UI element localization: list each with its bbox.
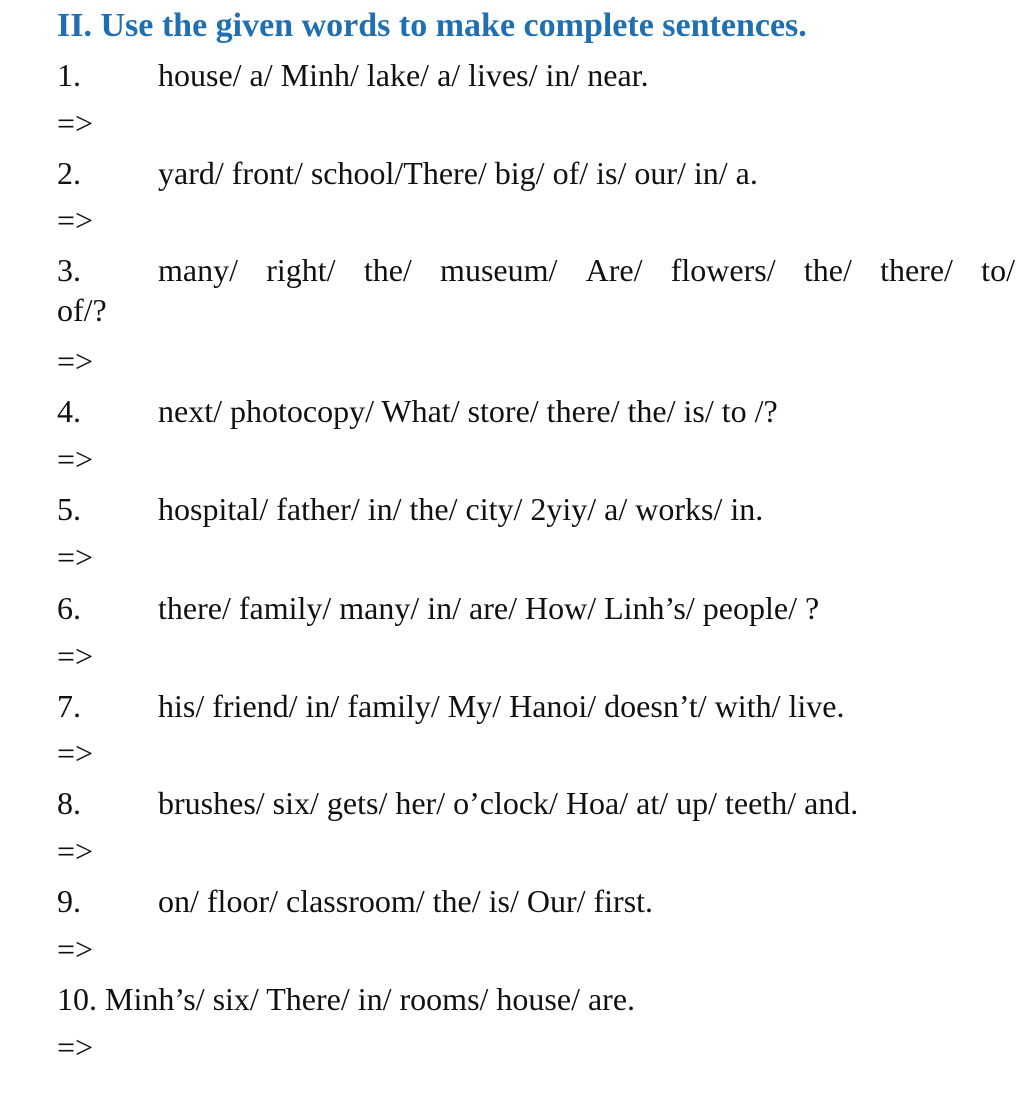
item-word: many/ [158,252,238,288]
item-word: the/ [363,252,412,288]
item-number: 9. [57,883,81,919]
item-words: Minh’s/ six/ There/ in/ rooms/ house/ are. [105,981,636,1017]
answer-line-4[interactable]: => [57,441,94,477]
answer-line-1[interactable]: => [57,105,94,141]
exercise-item-9 [57,881,653,921]
item-number: 5. [57,491,81,527]
item-words: there/ family/ many/ in/ are/ How/ Linh’s/ people/ ? [158,590,820,626]
item-number: 4. [57,393,81,429]
item-words: hospital/ father/ in/ the/ city/ 2yiy/ a/ works/ in. [158,491,764,527]
answer-line-2[interactable]: => [57,202,94,238]
section-heading: II. Use the given words to make complete sentences. [57,7,807,44]
answer-line-6[interactable]: => [57,638,94,674]
item-number: 8. [57,785,81,821]
answer-line-3[interactable]: => [57,343,94,379]
item-word: flowers/ [670,252,776,288]
item-words: on/ floor/ classroom/ the/ is/ Our/ first. [158,883,654,919]
exercise-item-10 [57,979,635,1019]
item-word: museum/ [440,252,558,288]
item-words: brushes/ six/ gets/ her/ o’clock/ Hoa/ at/ up/ teeth/ and. [158,785,859,821]
exercise-item-1 [57,55,649,95]
item-number: 3. [57,252,81,288]
item-words-row [57,250,1015,290]
exercise-item-3 [57,250,1015,330]
answer-line-8[interactable]: => [57,833,94,869]
exercise-item-4 [57,391,778,431]
item-words-continuation: of/? [57,292,107,328]
item-number: 10. [57,981,97,1017]
item-words: next/ photocopy/ What/ store/ there/ the/ is/ to /? [158,393,778,429]
item-number: 1. [57,57,81,93]
item-number: 7. [57,688,81,724]
item-words: house/ a/ Minh/ lake/ a/ lives/ in/ near. [158,57,649,93]
exercise-item-8 [57,783,858,823]
answer-line-7[interactable]: => [57,735,94,771]
item-words: his/ friend/ in/ family/ My/ Hanoi/ doesn’t/ with/ live. [158,688,845,724]
answer-line-10[interactable]: => [57,1029,94,1065]
item-word: Are/ [585,252,643,288]
item-words: yard/ front/ school/There/ big/ of/ is/ our/ in/ a. [158,155,758,191]
item-word: there/ [880,252,953,288]
item-word: right/ [266,252,336,288]
exercise-item-6 [57,588,819,628]
exercise-item-7 [57,686,844,726]
exercise-item-2 [57,153,758,193]
answer-line-9[interactable]: => [57,931,94,967]
answer-line-5[interactable]: => [57,539,94,575]
item-number: 2. [57,155,81,191]
item-word: the/ [803,252,852,288]
exercise-item-5 [57,489,763,529]
item-number: 6. [57,590,81,626]
item-word: to/ [981,252,1015,288]
